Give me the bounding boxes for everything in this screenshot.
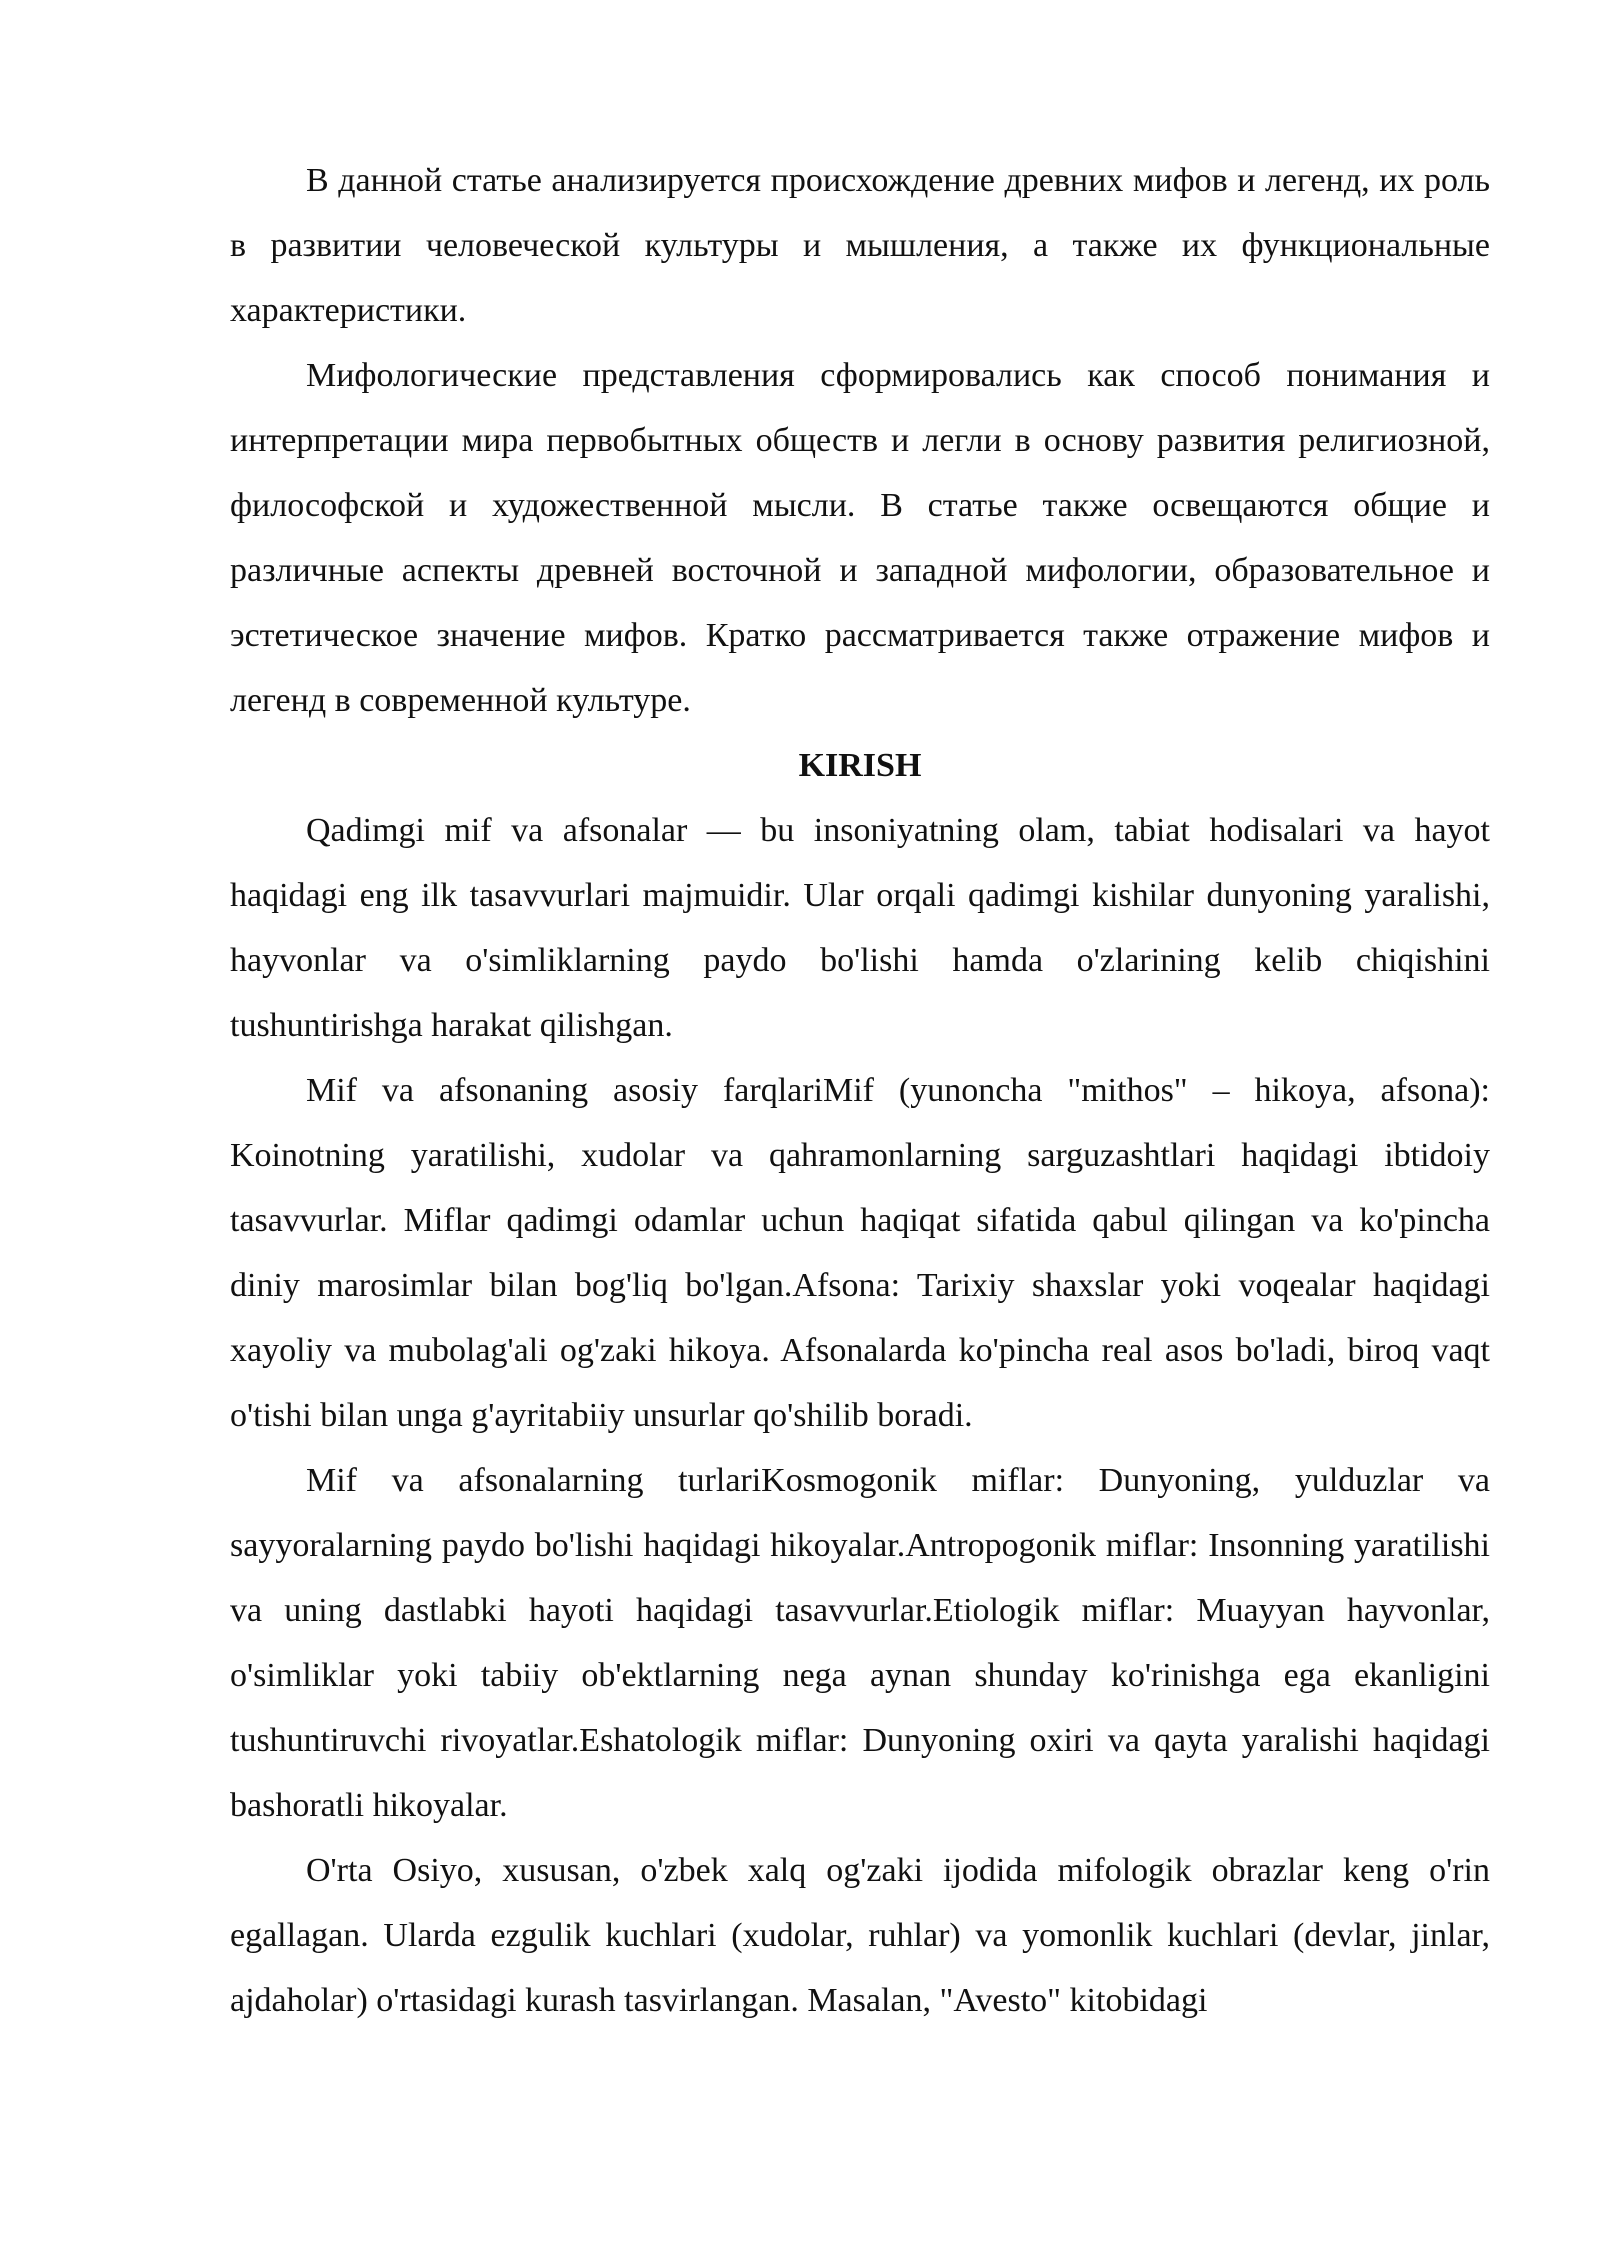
abstract-paragraph-1: В данной статье анализируется происхождение древних мифов и легенд, их роль в развитии человеческой культуры и мышления, а также их функциональные характеристики. (230, 162, 1490, 329)
section-heading: KIRISH (798, 747, 922, 784)
abstract-paragraph-2: Мифологические представления сформировались как способ понимания и интерпретации мира первобытных обществ и легли в основу развития религиозной, философской и художественной мысли. В статье также освещаются общие и различные аспекты древней восточной и западной мифологии, образовательное и эстетическое значение мифов. Кратко рассматривается также отражение мифов и легенд в современной культуре. (230, 357, 1490, 719)
body-paragraph-2: Mif va afsonaning asosiy farqlariMif (yunoncha "mithos" – hikoya, afsona): Koinotning yaratilishi, xudolar va qahramonlarning sarguzashtlari haqidagi ibtidoiy tasavvurlar. Miflar qadimgi odamlar uchun haqiqat sifatida qabul qilingan va ko'pincha diniy marosimlar bilan bog'liq bo'lgan.Afsona: Tarixiy shaxslar yoki voqealar haqidagi xayoliy va mubolag'ali og'zaki hikoya. Afsonalarda ko'pincha real asos bo'ladi, biroq vaqt o'tishi bilan unga g'ayritabiiy unsurlar qo'shilib boradi. (230, 1072, 1490, 1434)
body-paragraph-3: Mif va afsonalarning turlariKosmogonik miflar: Dunyoning, yulduzlar va sayyoralarning paydo bo'lishi haqidagi hikoyalar.Antropogonik miflar: Insonning yaratilishi va uning dastlabki hayoti haqidagi tasavvurlar.Etiologik miflar: Muayyan hayvonlar, o'simliklar yoki tabiiy ob'ektlarning nega aynan shunday ko'rinishga ega ekanligini tushuntiruvchi rivoyatlar.Eshatologik miflar: Dunyoning oxiri va qayta yaralishi haqidagi bashoratli hikoyalar. (230, 1462, 1490, 1824)
document-body (230, 148, 1490, 2033)
body-paragraph-4: O'rta Osiyo, xususan, o'zbek xalq og'zaki ijodida mifologik obrazlar keng o'rin egallagan. Ularda ezgulik kuchlari (xudolar, ruhlar) va yomonlik kuchlari (devlar, jinlar, ajdaholar) o'rtasidagi kurash tasvirlangan. Masalan, "Avesto" kitobidagi (230, 1852, 1490, 2019)
body-paragraph-1: Qadimgi mif va afsonalar — bu insoniyatning olam, tabiat hodisalari va hayot haqidagi eng ilk tasavvurlari majmuidir. Ular orqali qadimgi kishilar dunyoning yaralishi, hayvonlar va o'simliklarning paydo bo'lishi hamda o'zlarining kelib chiqishini tushuntirishga harakat qilishgan. (230, 812, 1490, 1044)
